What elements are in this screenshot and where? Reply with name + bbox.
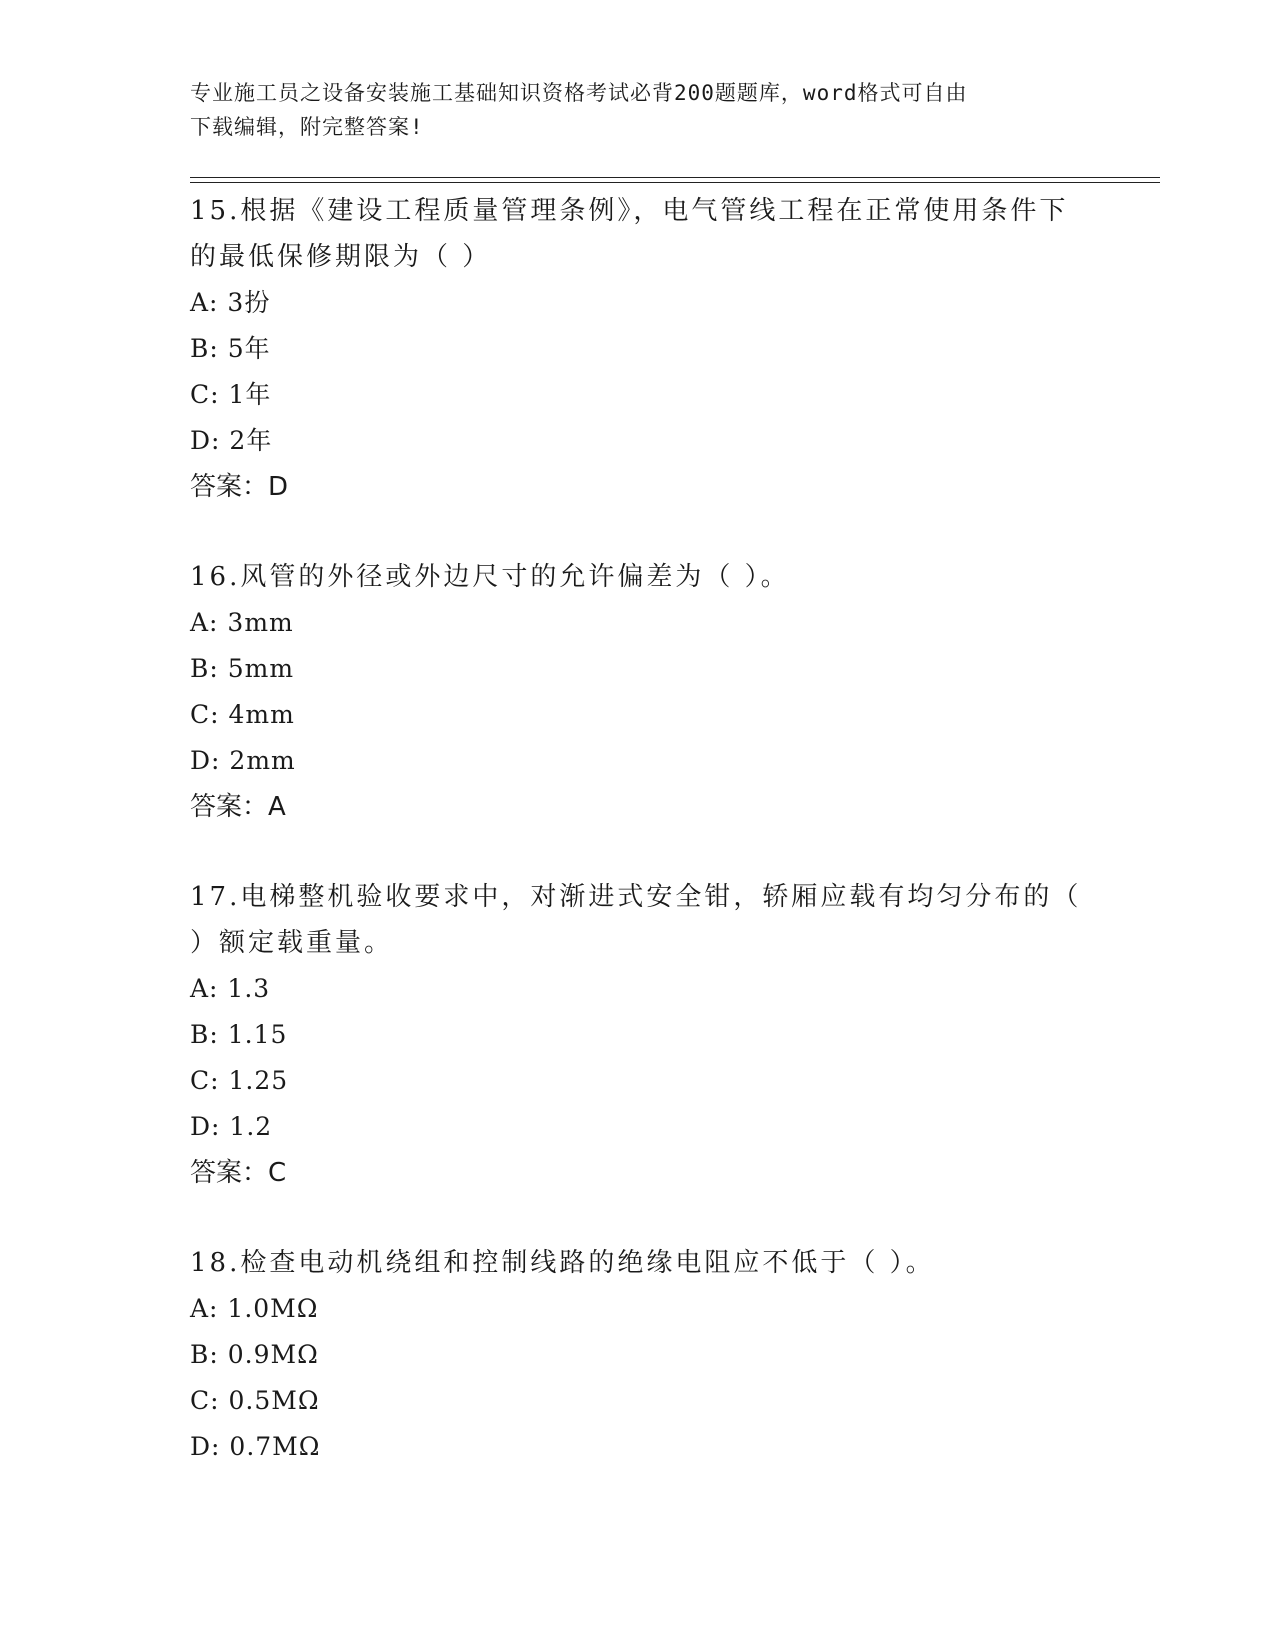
question-stem-line: 18.检查电动机绕组和控制线路的绝缘电阻应不低于（ ）。 — [190, 1248, 935, 1278]
option-c: C: 1年 — [190, 380, 272, 409]
option-b: B: 1.15 — [190, 1020, 288, 1049]
question-stem-line: 16.风管的外径或外边尺寸的允许偏差为（ ）。 — [190, 562, 790, 592]
answer: 答案：C — [190, 1158, 287, 1188]
question-stem-line: 17.电梯整机验收要求中，对渐进式安全钳，轿厢应载有均匀分布的（ — [190, 882, 1082, 912]
header-line-2: 下载编辑，附完整答案! — [190, 115, 424, 139]
option-b: B: 5年 — [190, 334, 271, 363]
header-divider-top — [190, 177, 1160, 178]
option-a: A: 1.0MΩ — [190, 1294, 319, 1323]
question-16 — [190, 554, 1090, 830]
question-stem-line: 15.根据《建设工程质量管理条例》，电气管线工程在正常使用条件下 — [190, 196, 1069, 226]
option-c: C: 4mm — [190, 700, 295, 729]
header-line-1: 专业施工员之设备安装施工基础知识资格考试必背200题题库，word格式可自由 — [190, 81, 968, 105]
question-18 — [190, 1240, 1090, 1470]
option-a: A: 1.3 — [190, 974, 271, 1003]
answer: 答案：A — [190, 792, 286, 822]
option-d: D: 0.7MΩ — [190, 1432, 321, 1461]
header-divider-bottom — [190, 182, 1160, 183]
option-d: D: 2mm — [190, 746, 296, 775]
option-d: D: 1.2 — [190, 1112, 273, 1141]
option-c: C: 1.25 — [190, 1066, 289, 1095]
answer: 答案：D — [190, 472, 289, 502]
question-stem-line: 的最低保修期限为（ ） — [190, 242, 492, 272]
option-b: B: 5mm — [190, 654, 295, 683]
option-b: B: 0.9MΩ — [190, 1340, 319, 1369]
option-a: A: 3mm — [190, 608, 294, 637]
option-d: D: 2年 — [190, 426, 273, 455]
option-c: C: 0.5MΩ — [190, 1386, 320, 1415]
question-17 — [190, 874, 1090, 1196]
document-header — [190, 76, 1090, 144]
option-a: A: 3扮 — [190, 288, 271, 317]
question-stem-line: ）额定载重量。 — [190, 928, 394, 958]
question-15 — [190, 188, 1090, 510]
